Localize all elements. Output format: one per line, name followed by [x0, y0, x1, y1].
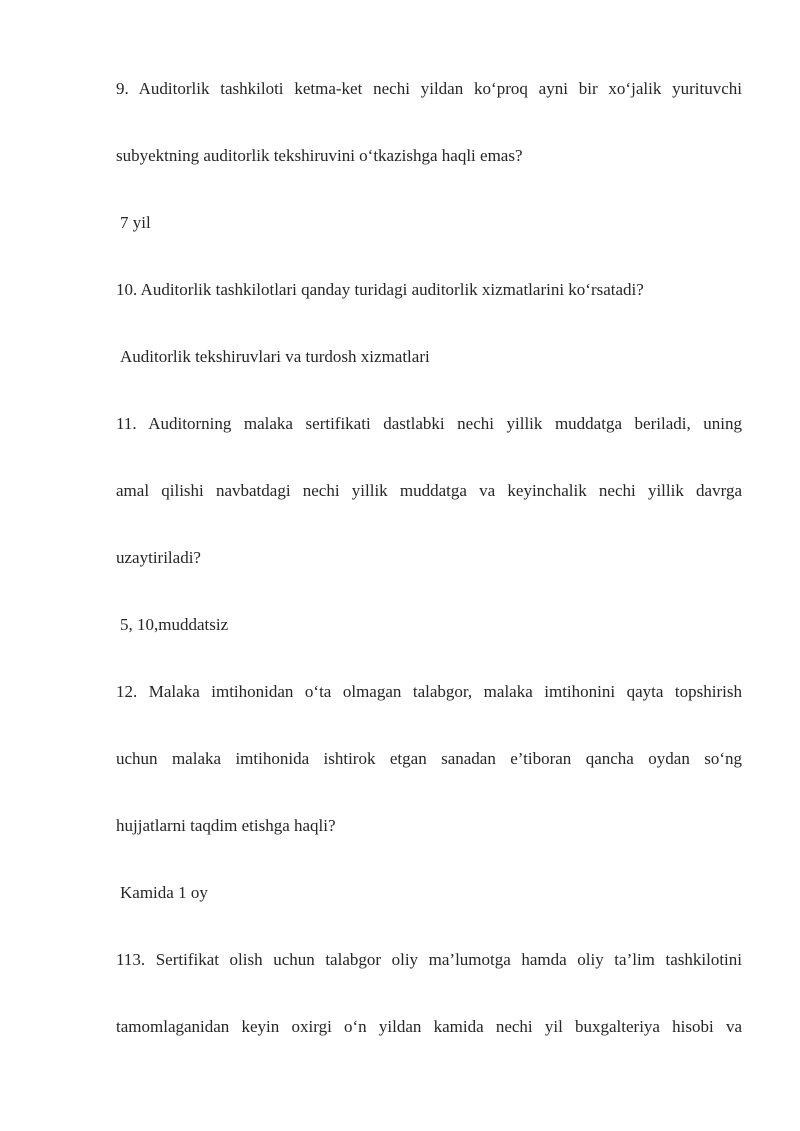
- answer-line: 7 yil: [120, 213, 151, 232]
- answer-line: 5, 10,muddatsiz: [120, 615, 229, 634]
- question-line: 10. Auditorlik tashkilotlari qanday turidagi auditorlik xizmatlarini ko‘rsatadi?: [116, 280, 644, 299]
- question-line: uzaytiriladi?: [116, 548, 201, 567]
- question-line: 113. Sertifikat olish uchun talabgor oliy ma’lumotga hamda oliy ta’lim tashkilotini: [116, 950, 742, 969]
- question-line: amal qilishi navbatdagi nechi yillik muddatga va keyinchalik nechi yillik davrga: [116, 481, 742, 500]
- answer-line: Kamida 1 oy: [120, 883, 208, 902]
- answer-line: Auditorlik tekshiruvlari va turdosh xizmatlari: [120, 347, 430, 366]
- question-line: 11. Auditorning malaka sertifikati dastlabki nechi yillik muddatga beriladi, uning: [116, 414, 742, 433]
- document-body: [116, 74, 742, 1079]
- question-line: hujjatlarni taqdim etishga haqli?: [116, 816, 336, 835]
- question-line: tamomlaganidan keyin oxirgi o‘n yildan kamida nechi yil buxgalteriya hisobi va: [116, 1017, 742, 1036]
- question-line: uchun malaka imtihonida ishtirok etgan sanadan e’tiboran qancha oydan so‘ng: [116, 749, 742, 768]
- question-line: subyektning auditorlik tekshiruvini o‘tkazishga haqli emas?: [116, 146, 523, 165]
- question-line: 9. Auditorlik tashkiloti ketma-ket nechi yildan ko‘proq ayni bir xo‘jalik yurituvchi: [116, 79, 742, 98]
- question-line: 12. Malaka imtihonidan o‘ta olmagan talabgor, malaka imtihonini qayta topshirish: [116, 682, 742, 701]
